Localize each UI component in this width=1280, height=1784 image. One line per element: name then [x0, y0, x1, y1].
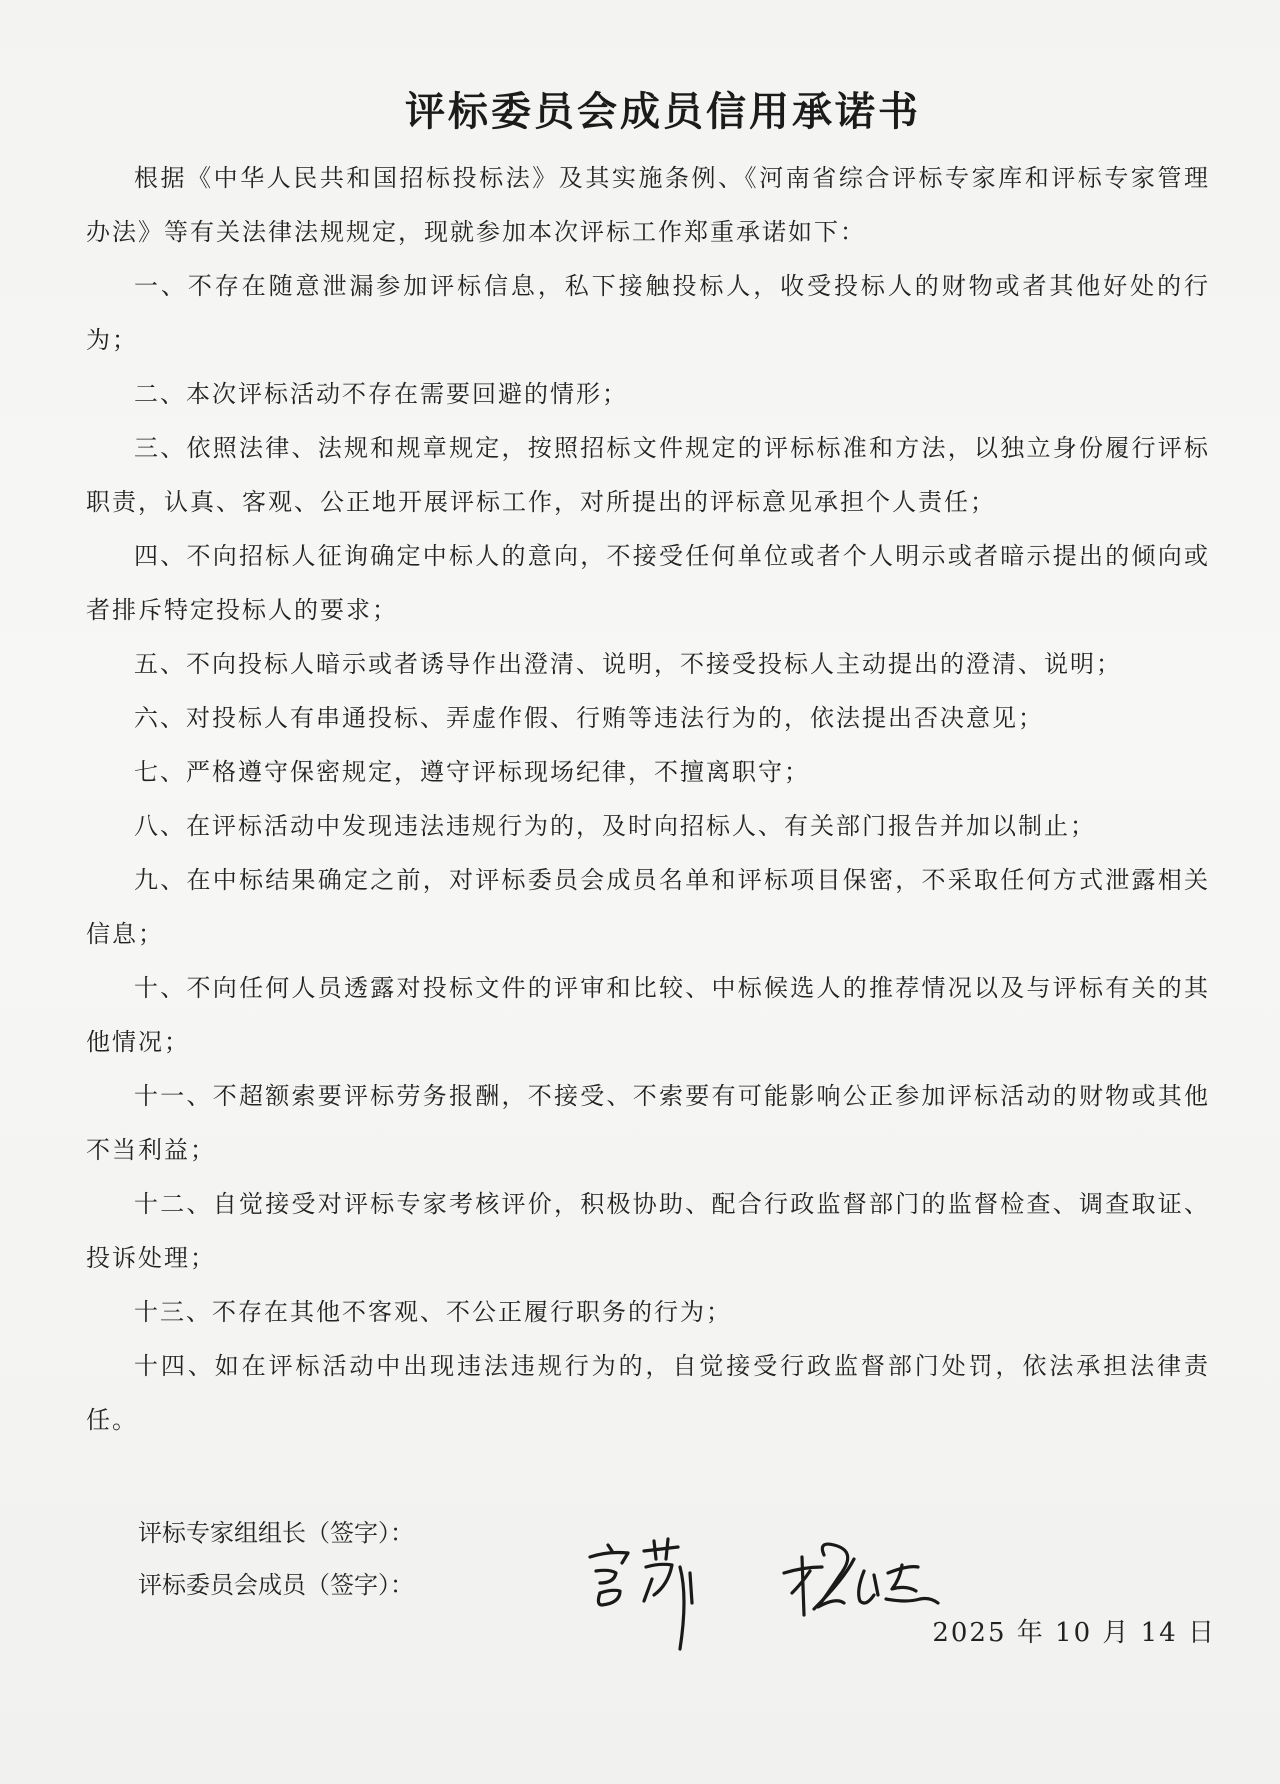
paragraph-item-5: 五、不向投标人暗示或者诱导作出澄清、说明，不接受投标人主动提出的澄清、说明；	[134, 650, 1122, 678]
signature-block	[86, 1507, 1210, 1611]
paragraph-item-4: 四、不向招标人征询确定中标人的意向，不接受任何单位或者个人明示或者暗示提出的倾向或者排斥特定投标人的要求；	[86, 542, 1210, 624]
leader-signature-label: 评标专家组组长（签字）：	[138, 1519, 414, 1547]
document-body	[86, 151, 1210, 1447]
paragraph-item-11: 十一、不超额索要评标劳务报酬，不接受、不索要有可能影响公正参加评标活动的财物或其他不当利益；	[86, 1082, 1210, 1164]
paragraph-item-6: 六、对投标人有串通投标、弄虚作假、行贿等违法行为的，依法提出否决意见；	[134, 704, 1044, 732]
paragraph-item-9: 九、在中标结果确定之前，对评标委员会成员名单和评标项目保密，不采取任何方式泄露相关信息；	[86, 866, 1210, 948]
paragraph-item-3: 三、依照法律、法规和规章规定，按照招标文件规定的评标标准和方法，以独立身份履行评标职责，认真、客观、公正地开展评标工作，对所提出的评标意见承担个人责任；	[86, 434, 1210, 516]
paragraph-item-8: 八、在评标活动中发现违法违规行为的，及时向招标人、有关部门报告并加以制止；	[134, 812, 1096, 840]
member-signature-label: 评标委员会成员（签字）：	[138, 1571, 414, 1599]
paragraph-item-10: 十、不向任何人员透露对投标文件的评审和比较、中标候选人的推荐情况以及与评标有关的其他情况；	[86, 974, 1210, 1056]
signature-yanghuayuan	[784, 1544, 938, 1615]
paragraph-item-1: 一、不存在随意泄漏参加评标信息，私下接触投标人，收受投标人的财物或者其他好处的行为；	[86, 272, 1210, 354]
signature-gongli	[590, 1539, 692, 1649]
document-title: 评标委员会成员信用承诺书	[405, 88, 921, 135]
paragraph-item-2: 二、本次评标活动不存在需要回避的情形；	[134, 380, 628, 408]
paragraph-item-13: 十三、不存在其他不客观、不公正履行职务的行为；	[134, 1298, 732, 1326]
paragraph-intro: 根据《中华人民共和国招标投标法》及其实施条例、《河南省综合评标专家库和评标专家管理办法》等有关法律法规规定，现就参加本次评标工作郑重承诺如下：	[86, 164, 1210, 246]
paragraph-item-12: 十二、自觉接受对评标专家考核评价，积极协助、配合行政监督部门的监督检查、调查取证、投诉处理；	[86, 1190, 1210, 1272]
paragraph-item-14: 十四、如在评标活动中出现违法违规行为的，自觉接受行政监督部门处罚，依法承担法律责任。	[86, 1352, 1210, 1434]
document-date: 2025 年 10 月 14 日	[932, 1618, 1216, 1648]
paragraph-item-7: 七、严格遵守保密规定，遵守评标现场纪律，不擅离职守；	[134, 758, 810, 786]
